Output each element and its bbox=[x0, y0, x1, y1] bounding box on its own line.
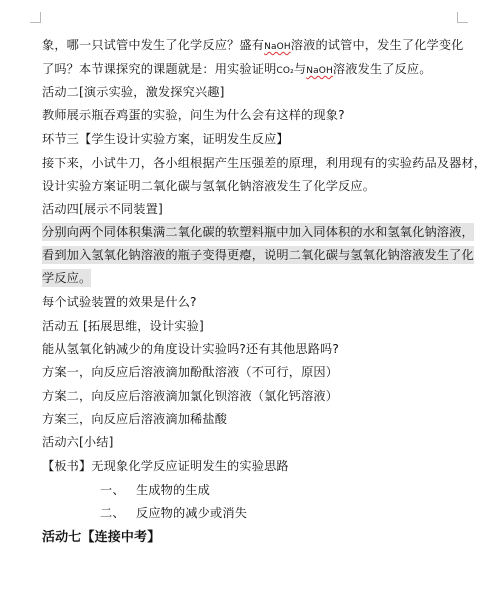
paragraph-line: 每个试验装置的效果是什么? bbox=[42, 295, 197, 309]
chemical-formula: NaOH bbox=[264, 42, 291, 52]
highlighted-paragraph-line bbox=[42, 247, 474, 263]
chemical-formula: CO₂ bbox=[276, 66, 294, 76]
plan-line: 方案二，向反应后溶液滴加氯化钡溶液（氯化钙溶液） bbox=[42, 389, 339, 403]
paragraph-line: 能从氢氧化钠减少的角度设计实验吗?还有其他思路吗? bbox=[42, 342, 339, 356]
chemical-formula: NaOH bbox=[306, 66, 333, 76]
text-run: 溶液发生了反应。 bbox=[332, 62, 432, 76]
highlighted-text: 分别向两个同体积集满二氧化碳的软塑料瓶中加入同体积的水和氢氧化钠溶液， bbox=[42, 225, 474, 239]
highlighted-paragraph-line bbox=[42, 270, 91, 286]
text-run: 了吗？本节课探究的课题就是：用实验证明 bbox=[42, 62, 277, 76]
list-number: 一、 bbox=[100, 483, 125, 497]
activity-heading: 活动六[小结] bbox=[42, 435, 114, 449]
activity-heading: 活动四[展示不同装置] bbox=[42, 202, 163, 216]
activity-heading: 活动五 [拓展思维，设计实验] bbox=[42, 319, 204, 333]
highlighted-text: 看到加入氢氧化钠溶液的瓶子变得更瘪，说明二氧化碳与氢氧化钠溶液发生了化 bbox=[42, 248, 474, 262]
paragraph-line: 教师展示瓶吞鸡蛋的实验，问生为什么会有这样的现象? bbox=[42, 108, 345, 122]
section-heading: 环节三【学生设计实验方案，证明发生反应】 bbox=[42, 132, 289, 146]
activity-heading: 活动七【连接中考】 bbox=[42, 530, 161, 545]
paragraph-line: 接下来，小试牛刀，各小组根据产生压强差的原理，利用现有的实验药品及器材， bbox=[42, 156, 487, 170]
paragraph-line bbox=[42, 61, 432, 79]
list-item-text: 生成物的生成 bbox=[136, 483, 211, 497]
numbered-list-item bbox=[100, 505, 247, 521]
board-note-heading: 【板书】无现象化学反应证明发生的实验思路 bbox=[42, 459, 289, 473]
text-run: 象，哪一只试管中发生了化学反应？盛有 bbox=[42, 38, 265, 52]
page-corner-mark-left bbox=[30, 12, 41, 23]
plan-line: 方案一，向反应后溶液滴加酚酞溶液（不可行，原因） bbox=[42, 365, 339, 379]
highlighted-paragraph-line bbox=[42, 224, 474, 240]
list-number: 二、 bbox=[100, 506, 125, 520]
page-corner-mark-right bbox=[457, 12, 468, 23]
activity-heading: 活动二[演示实验，激发探究兴趣] bbox=[42, 85, 225, 99]
paragraph-line bbox=[42, 37, 464, 55]
text-run: 与 bbox=[293, 62, 307, 76]
text-run: 溶液的试管中，发生了化学变化 bbox=[290, 38, 464, 52]
paragraph-line: 设计实验方案证明二氧化碳与氢氧化钠溶液发生了化学反应。 bbox=[42, 179, 376, 193]
plan-line: 方案三，向反应后溶液滴加稀盐酸 bbox=[42, 412, 228, 426]
highlighted-text: 学反应。 bbox=[42, 271, 92, 285]
numbered-list-item bbox=[100, 482, 210, 498]
list-item-text: 反应物的减少或消失 bbox=[136, 506, 248, 520]
